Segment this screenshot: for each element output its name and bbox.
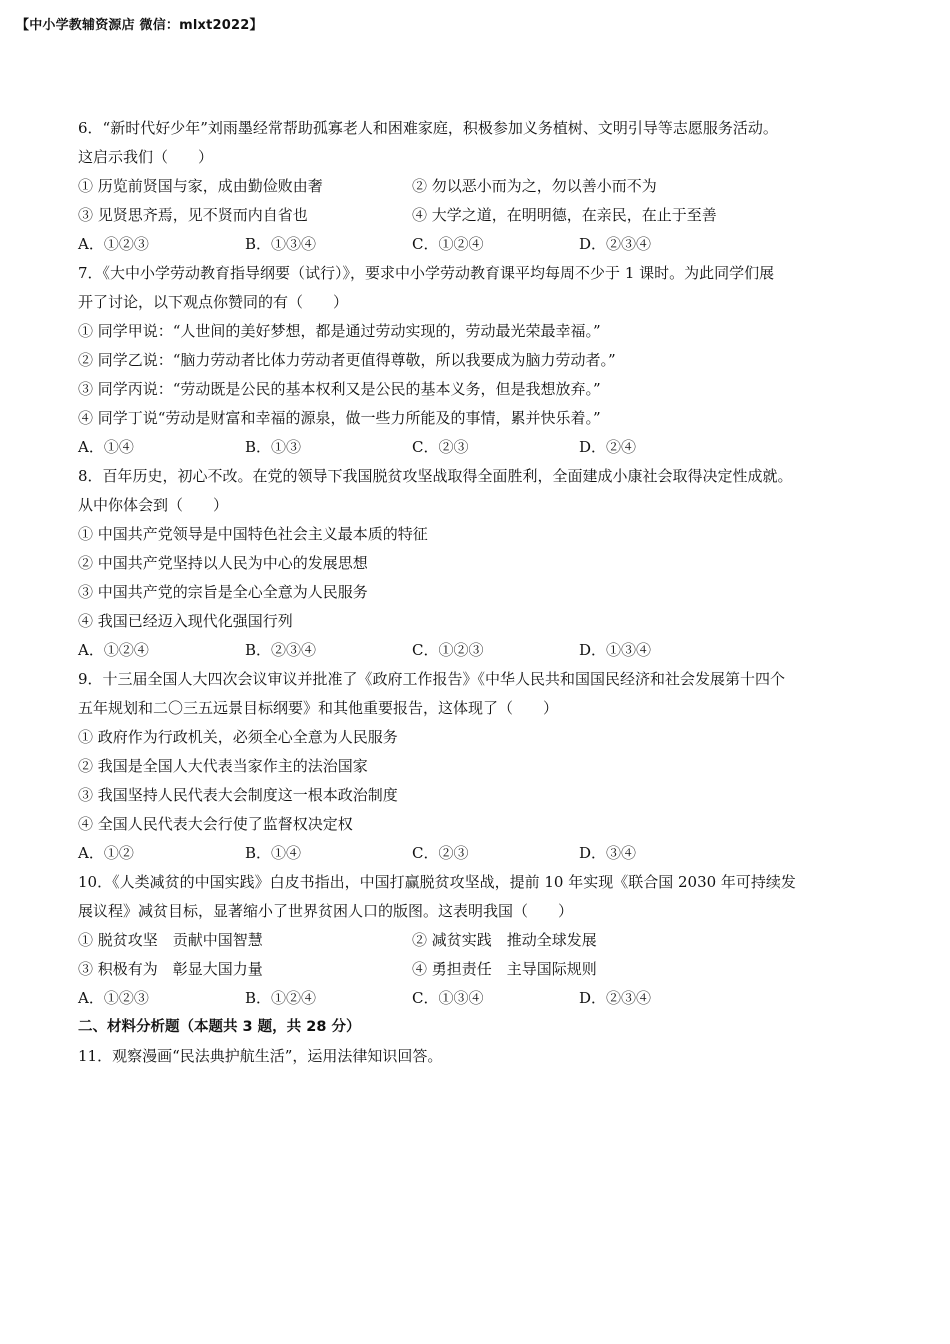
statement: ② 勿以恶小而为之，勿以善小而不为 xyxy=(412,177,657,195)
question-stem: 10．《人类减贫的中国实践》白皮书指出，中国打赢脱贫攻坚战，提前 10 年实现《联合国 2030 年可持续发 xyxy=(78,873,796,891)
option-c: C．②③ xyxy=(412,844,469,862)
statement: ② 我国是全国人大代表当家作主的法治国家 xyxy=(78,757,368,775)
options-row xyxy=(78,984,878,1013)
statement: ① 同学甲说：“人世间的美好梦想，都是通过劳动实现的，劳动最光荣最幸福。” xyxy=(78,322,601,340)
option-a: A．①②③ xyxy=(78,989,149,1007)
statement: ② 减贫实践 推动全球发展 xyxy=(412,931,597,949)
question-content xyxy=(78,114,878,1071)
statement: ④ 勇担责任 主导国际规则 xyxy=(412,960,597,978)
statement: ④ 全国人民代表大会行使了监督权决定权 xyxy=(78,815,353,833)
question-stem: 展议程》减贫目标，显著缩小了世界贫困人口的版图。这表明我国（ ） xyxy=(78,902,574,920)
option-b: B．①④ xyxy=(245,844,302,862)
question-6 xyxy=(78,114,878,259)
option-c: C．②③ xyxy=(412,438,469,456)
statement: ③ 中国共产党的宗旨是全心全意为人民服务 xyxy=(78,583,368,601)
option-d: D．②④ xyxy=(579,438,637,456)
statement-row xyxy=(78,201,878,230)
question-9 xyxy=(78,665,878,868)
option-a: A．①② xyxy=(78,844,134,862)
statement: ④ 大学之道，在明明德，在亲民，在止于至善 xyxy=(412,206,717,224)
statement: ④ 我国已经迈入现代化强国行列 xyxy=(78,612,293,630)
question-stem: 7．《大中小学劳动教育指导纲要（试行）》，要求中小学劳动教育课平均每周不少于 1 课时。为此同学们展 xyxy=(78,264,775,282)
statement: ③ 我国坚持人民代表大会制度这一根本政治制度 xyxy=(78,786,398,804)
statement: ② 中国共产党坚持以人民为中心的发展思想 xyxy=(78,554,368,572)
option-d: D．①③④ xyxy=(579,641,652,659)
question-stem: 开了讨论，以下观点你赞同的有（ ） xyxy=(78,293,349,311)
statement: ② 同学乙说：“脑力劳动者比体力劳动者更值得尊敬，所以我要成为脑力劳动者。” xyxy=(78,351,616,369)
option-c: C．①②③ xyxy=(412,641,484,659)
page-header: 【中小学教辅资源店 微信：mlxt2022】 xyxy=(16,18,263,33)
option-c: C．①③④ xyxy=(412,989,484,1007)
question-11-stem: 11．观察漫画“民法典护航生活”，运用法律知识回答。 xyxy=(78,1047,443,1065)
statement-row xyxy=(78,172,878,201)
option-c: C．①②④ xyxy=(412,235,484,253)
option-b: B．①③④ xyxy=(245,235,317,253)
option-a: A．①②④ xyxy=(78,641,149,659)
option-a: A．①②③ xyxy=(78,235,149,253)
question-stem: 这启示我们（ ） xyxy=(78,148,214,166)
question-stem: 从中你体会到（ ） xyxy=(78,496,229,514)
option-d: D．③④ xyxy=(579,844,637,862)
statement: ③ 见贤思齐焉，见不贤而内自省也 xyxy=(78,206,308,224)
options-row xyxy=(78,839,878,868)
question-8 xyxy=(78,462,878,665)
statement-row xyxy=(78,926,878,955)
question-stem: 8．百年历史，初心不改。在党的领导下我国脱贫攻坚战取得全面胜利，全面建成小康社会取得决定性成就。 xyxy=(78,467,793,485)
question-7 xyxy=(78,259,878,462)
option-b: B．①②④ xyxy=(245,989,317,1007)
statement: ④ 同学丁说“劳动是财富和幸福的源泉，做一些力所能及的事情，累并快乐着。” xyxy=(78,409,601,427)
question-stem: 9．十三届全国人大四次会议审议并批准了《政府工作报告》《中华人民共和国国民经济和社会发展第十四个 xyxy=(78,670,786,688)
option-b: B．②③④ xyxy=(245,641,317,659)
statement: ① 中国共产党领导是中国特色社会主义最本质的特征 xyxy=(78,525,428,543)
statement: ① 脱贫攻坚 贡献中国智慧 xyxy=(78,931,263,949)
option-d: D．②③④ xyxy=(579,235,652,253)
statement: ① 政府作为行政机关，必须全心全意为人民服务 xyxy=(78,728,398,746)
option-d: D．②③④ xyxy=(579,989,652,1007)
statement-row xyxy=(78,955,878,984)
statement: ① 历览前贤国与家，成由勤俭败由奢 xyxy=(78,177,323,195)
question-stem: 五年规划和二〇三五远景目标纲要》和其他重要报告，这体现了（ ） xyxy=(78,699,559,717)
question-stem: 6．“新时代好少年”刘雨墨经常帮助孤寡老人和困难家庭，积极参加义务植树、文明引导等志愿服务活动。 xyxy=(78,119,778,137)
options-row xyxy=(78,433,878,462)
section-heading: 二、材料分析题（本题共 3 题，共 28 分） xyxy=(78,1019,361,1035)
options-row xyxy=(78,230,878,259)
statement: ③ 积极有为 彰显大国力量 xyxy=(78,960,263,978)
option-a: A．①④ xyxy=(78,438,134,456)
question-10 xyxy=(78,868,878,1013)
options-row xyxy=(78,636,878,665)
option-b: B．①③ xyxy=(245,438,302,456)
statement: ③ 同学丙说：“劳动既是公民的基本权利又是公民的基本义务，但是我想放弃。” xyxy=(78,380,601,398)
